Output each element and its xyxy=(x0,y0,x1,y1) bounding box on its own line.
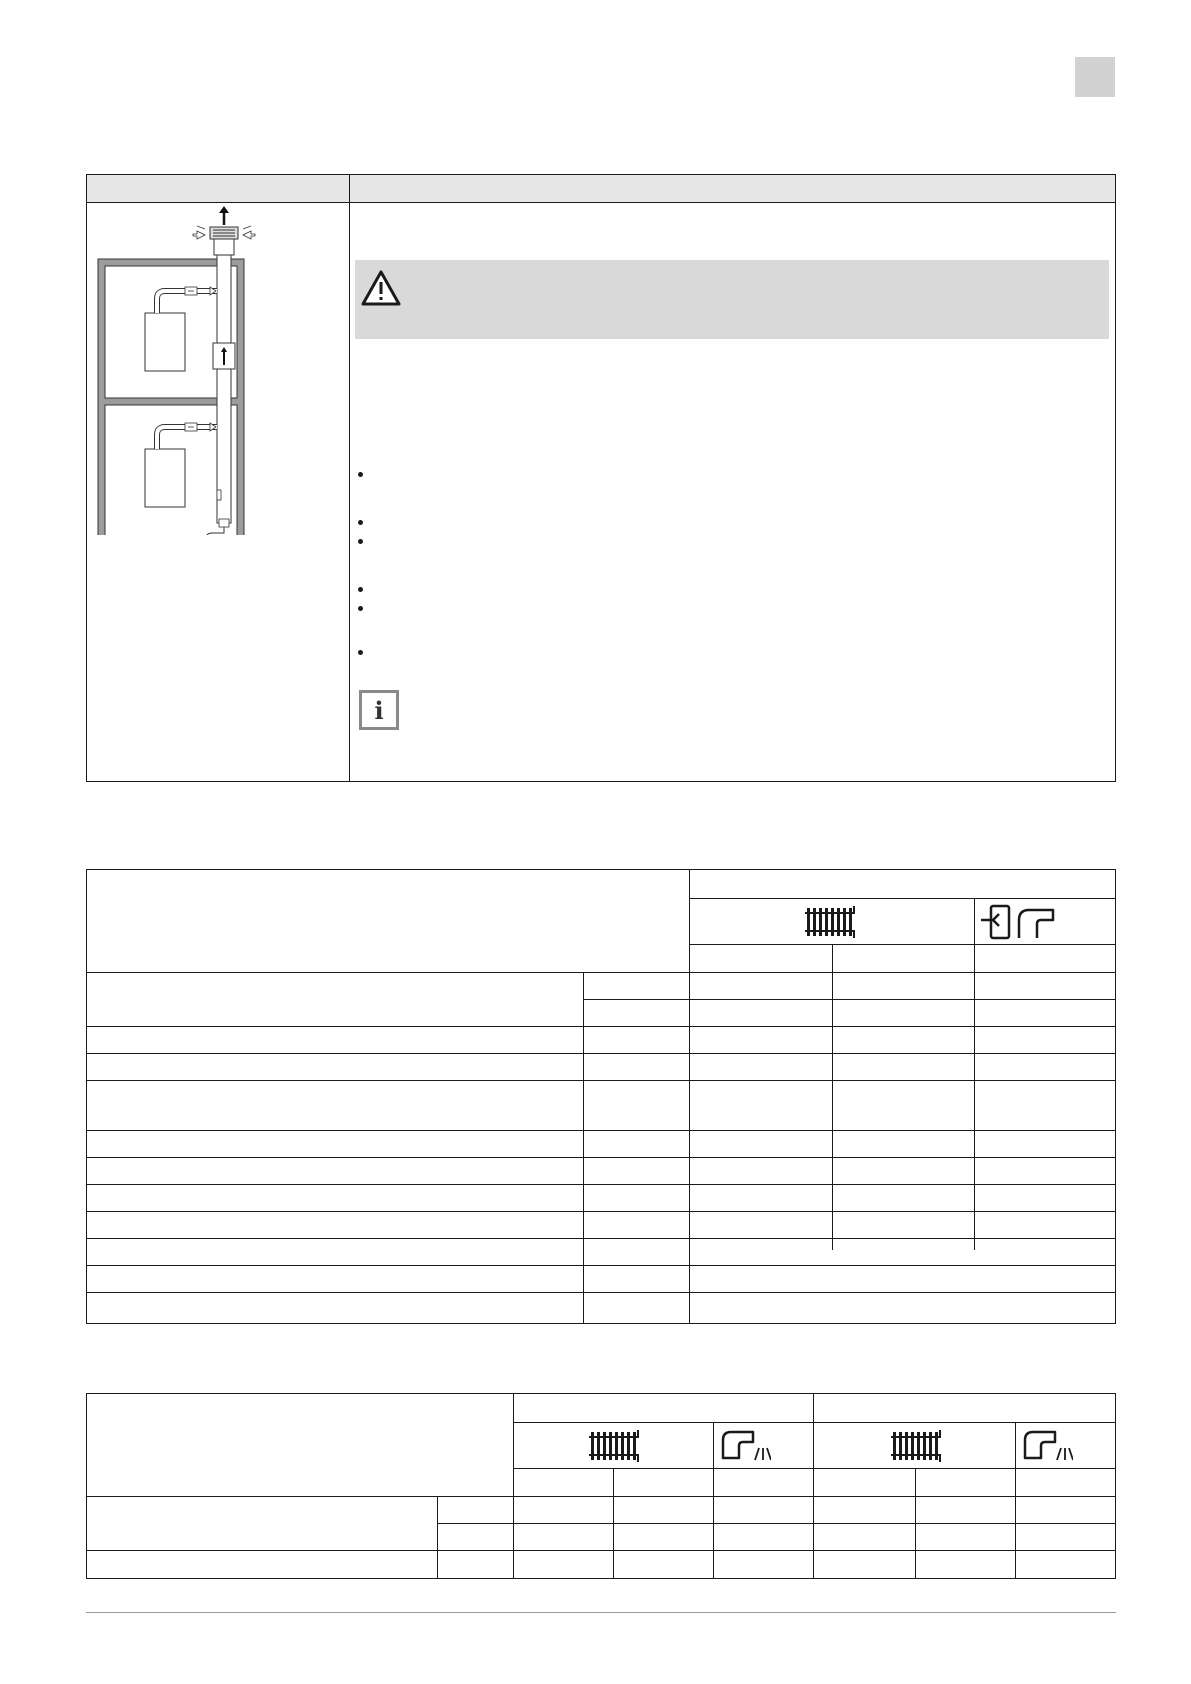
radiator-icon xyxy=(891,1428,945,1464)
data-table-1 xyxy=(86,869,1116,1324)
radiator-icon xyxy=(589,1428,643,1464)
tap-icon xyxy=(719,1428,771,1464)
tap-icon xyxy=(1021,1428,1073,1464)
bullet-marker xyxy=(358,539,363,544)
installation-table xyxy=(86,174,1116,782)
bullet-marker xyxy=(358,472,363,477)
data-table-2 xyxy=(86,1393,1116,1579)
installation-table-header xyxy=(87,175,1115,203)
radiator-icon xyxy=(805,904,859,940)
bullet-marker xyxy=(358,606,363,611)
bullet-marker xyxy=(358,650,363,655)
flue-installation-diagram xyxy=(97,205,257,535)
bullet-marker xyxy=(358,520,363,525)
warning-box xyxy=(355,260,1109,339)
dhw-tank-tap-icon xyxy=(979,904,1057,940)
warning-triangle-icon xyxy=(360,269,402,307)
info-icon: i xyxy=(359,690,399,730)
side-tab xyxy=(1075,57,1115,97)
bullet-marker xyxy=(358,587,363,592)
footer-rule xyxy=(86,1612,1116,1613)
